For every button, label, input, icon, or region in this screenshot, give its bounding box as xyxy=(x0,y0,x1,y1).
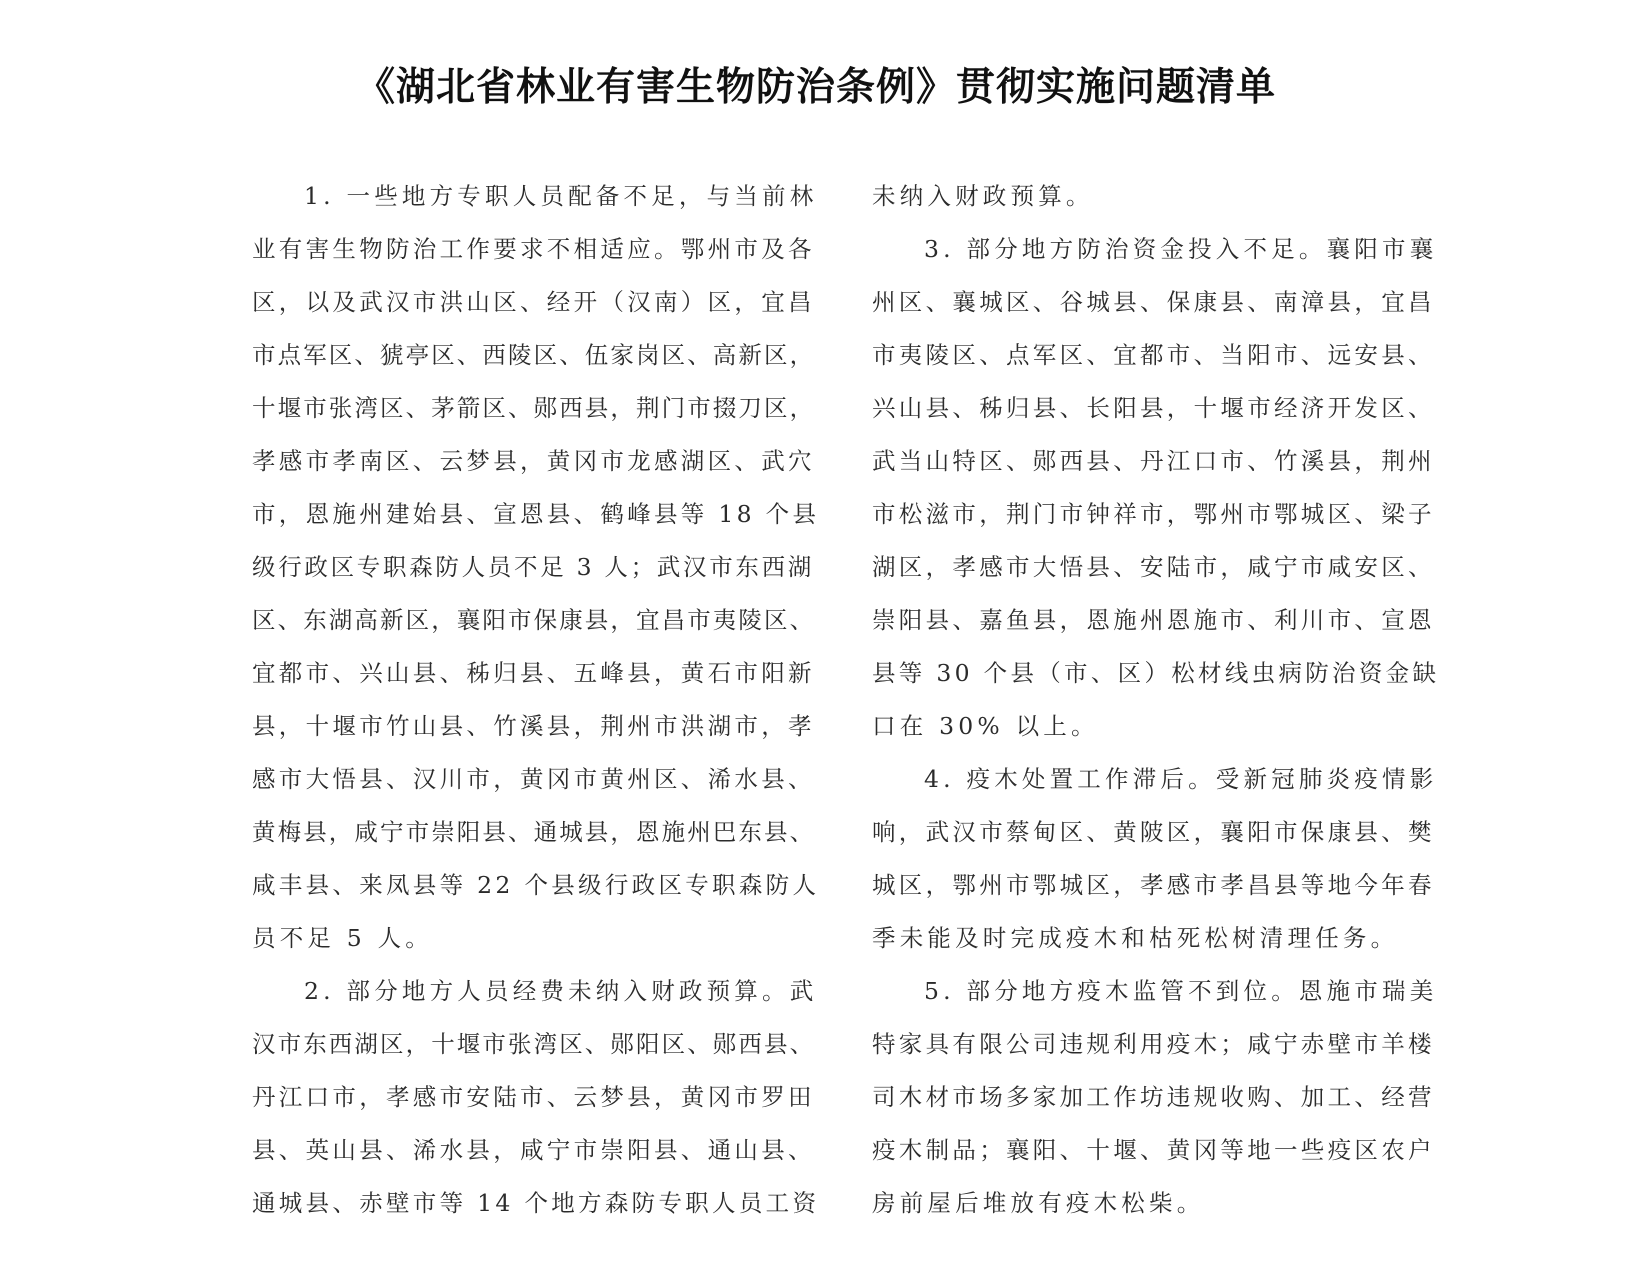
text-line: 区、东湖高新区，襄阳市保康县，宜昌市夷陵区、 xyxy=(252,606,816,634)
text-line: 4. 疫木处置工作滞后。受新冠肺炎疫情影 xyxy=(924,765,1438,793)
text-line: 丹江口市，孝感市安陆市、云梦县，黄冈市罗田 xyxy=(252,1083,815,1111)
text-line: 宜都市、兴山县、秭归县、五峰县，黄石市阳新 xyxy=(252,659,815,687)
text-line: 员不足 5 人。 xyxy=(252,924,433,952)
text-line: 口在 30% 以上。 xyxy=(872,712,1099,740)
text-line: 崇阳县、嘉鱼县，恩施州恩施市、利川市、宣恩 xyxy=(872,606,1435,634)
text-line: 市，恩施州建始县、宣恩县、鹤峰县等 18 个县 xyxy=(252,500,820,528)
right-column xyxy=(872,170,1440,1230)
text-line: 县等 30 个县（市、区）松材线虫病防治资金缺 xyxy=(872,659,1440,687)
text-line: 未纳入财政预算。 xyxy=(872,182,1094,210)
text-line: 司木材市场多家加工作坊违规收购、加工、经营 xyxy=(872,1083,1435,1111)
text-line: 市松滋市，荆门市钟祥市，鄂州市鄂城区、梁子 xyxy=(872,500,1435,528)
text-line: 孝感市孝南区、云梦县，黄冈市龙感湖区、武穴 xyxy=(252,447,815,475)
text-line: 1. 一些地方专职人员配备不足，与当前林 xyxy=(304,182,818,210)
text-line: 市夷陵区、点军区、宜都市、当阳市、远安县、 xyxy=(872,341,1435,369)
text-line: 县、英山县、浠水县，咸宁市崇阳县、通山县、 xyxy=(252,1136,815,1164)
text-line: 季未能及时完成疫木和枯死松树清理任务。 xyxy=(872,924,1399,952)
text-line: 业有害生物防治工作要求不相适应。鄂州市及各 xyxy=(252,235,815,263)
text-line: 湖区，孝感市大悟县、安陆市，咸宁市咸安区、 xyxy=(872,553,1435,581)
text-line: 兴山县、秭归县、长阳县，十堰市经济开发区、 xyxy=(872,394,1435,422)
text-line: 汉市东西湖区，十堰市张湾区、郧阳区、郧西县、 xyxy=(252,1030,816,1058)
text-line: 疫木制品；襄阳、十堰、黄冈等地一些疫区农户 xyxy=(872,1136,1435,1164)
text-line: 城区，鄂州市鄂城区，孝感市孝昌县等地今年春 xyxy=(872,871,1435,899)
text-line: 黄梅县，咸宁市崇阳县、通城县，恩施州巴东县、 xyxy=(252,818,816,846)
text-line: 市点军区、猇亭区、西陵区、伍家岗区、高新区， xyxy=(252,341,816,369)
text-line: 2. 部分地方人员经费未纳入财政预算。武 xyxy=(304,977,818,1005)
text-line: 5. 部分地方疫木监管不到位。恩施市瑞美 xyxy=(924,977,1438,1005)
text-line: 十堰市张湾区、茅箭区、郧西县，荆门市掇刀区， xyxy=(252,394,816,422)
text-line: 县，十堰市竹山县、竹溪县，荆州市洪湖市，孝 xyxy=(252,712,815,740)
text-line: 3. 部分地方防治资金投入不足。襄阳市襄 xyxy=(924,235,1438,263)
text-line: 级行政区专职森防人员不足 3 人；武汉市东西湖 xyxy=(252,553,814,581)
text-line: 州区、襄城区、谷城县、保康县、南漳县，宜昌 xyxy=(872,288,1435,316)
text-line: 通城县、赤壁市等 14 个地方森防专职人员工资 xyxy=(252,1189,820,1217)
text-line: 感市大悟县、汉川市，黄冈市黄州区、浠水县、 xyxy=(252,765,815,793)
text-line: 房前屋后堆放有疫木松柴。 xyxy=(872,1189,1205,1217)
left-column xyxy=(252,170,820,1230)
text-line: 响，武汉市蔡甸区、黄陂区，襄阳市保康县、樊 xyxy=(872,818,1435,846)
text-line: 咸丰县、来凤县等 22 个县级行政区专职森防人 xyxy=(252,871,820,899)
text-line: 区，以及武汉市洪山区、经开（汉南）区，宜昌 xyxy=(252,288,815,316)
text-line: 武当山特区、郧西县、丹江口市、竹溪县，荆州 xyxy=(872,447,1435,475)
page-title: 《湖北省林业有害生物防治条例》贯彻实施问题清单 xyxy=(355,65,1276,110)
text-line: 特家具有限公司违规利用疫木；咸宁赤壁市羊楼 xyxy=(872,1030,1435,1058)
